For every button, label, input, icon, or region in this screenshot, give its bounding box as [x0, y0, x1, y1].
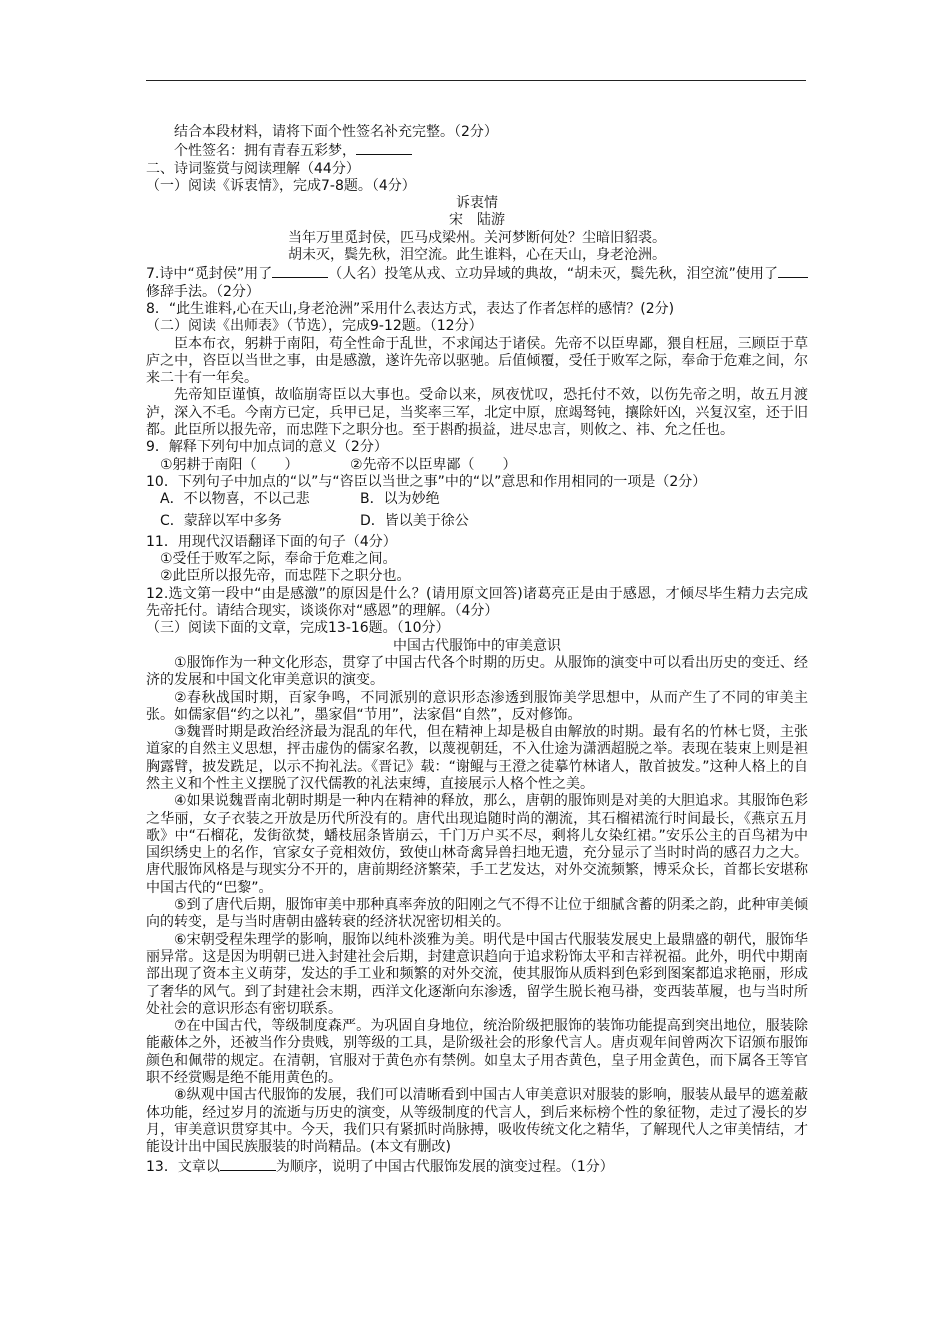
q7-blank-2[interactable] [778, 264, 808, 278]
signature-line [146, 141, 808, 160]
q9-item-2: ②先帝不以臣卑鄙（ ） [350, 456, 517, 473]
part2-heading: （二）阅读《出师表》（节选），完成9-12题。（12分） [146, 318, 483, 335]
article-para-1: ①服饰作为一种文化形态，贯穿了中国古代各个时期的历史。从服饰的演变中可以看出历史的变迁、经济的发展和中国文化审美意识的演变。 [146, 654, 808, 689]
article-para-4: ④如果说魏晋南北朝时期是一种内在精神的释放，那么，唐朝的服饰则是对美的大胆追求。其服饰色彩之华丽，女子衣装之开放是历代所没有的。唐代出现追随时尚的潮流，其石榴裙流行时间最长，《燕京五月歌》中“石榴花，发街欲焚，蟠枝屈条皆崩云，千门万户买不尽，剩将儿女染红裙。”安乐公主的百鸟裙为中国织绣史上的名作，官家女子竞相效仿，致使山林奇禽异兽扫地无遗，充分显示了当时时尚的感召力之大。唐代服饰风格是与现实分不开的，唐前期经济繁荣，手工艺发达，对外交流频繁，博采众长，首都长安堪称中国古代的“巴黎”。 [146, 793, 808, 896]
q10-options-row-2 [146, 513, 808, 530]
article-para-8: ⑧纵观中国古代服饰的发展，我们可以清晰看到中国古人审美意识对服装的影响，服装从最早的遮羞蔽体功能，经过岁月的流逝与历史的演变，从等级制度的代言人，到后来标榜个性的象征物，走过了漫长的岁月，审美意识贯穿其中。今天，我们只有紧抓时尚脉搏，吸收传统文化之精华，了解现代人之审美情结，才能设计出中国民族服装的时尚精品。(本文有删改) [146, 1087, 808, 1156]
section2-title: 二、诗词鉴赏与阅读理解（44分） [146, 160, 360, 177]
exam-page [146, 124, 808, 1176]
article-para-3: ③魏晋时期是政治经济最为混乱的年代，但在精神上却是极自由解放的时期。最有名的竹林七贤，主张道家的自然主义思想，抨击虚伪的儒家名教，以蔑视朝廷，不入仕途为潇洒超脱之举。表现在装束上则是袒胸露臂，披发跣足，以示不拘礼法。《晋记》载：“谢鲲与王澄之徒摹竹林诸人，散首披发。”这种人格上的自然主义和个性主义摆脱了汉代儒教的礼法束缚，直接展示人格个性之美。 [146, 724, 808, 792]
poem-author: 宋 陆游 [449, 212, 505, 229]
q7-text-b: （人名）投笔从戎、立功异域的典故，“胡未灭，鬓先秋，泪空 [328, 266, 715, 283]
article-para-5: ⑤到了唐代后期，服饰审美中那种真率奔放的阳刚之气不得不让位于细腻含蓄的阴柔之韵，此种审美倾向的转变，是与当时唐朝由盛转衰的经济状况密切相关的。 [146, 897, 808, 931]
question-13 [146, 1157, 808, 1176]
article-para-6: ⑥宋朝受程朱理学的影响，服饰以纯朴淡雅为美。明代是中国古代服装发展史上最鼎盛的朝代，服饰华丽异常。这是因为明朝已进入封建社会后期，封建意识趋向于追求粉饰太平和吉祥祝福。此外，明代中期南部出现了资本主义萌芽，发达的手工业和频繁的对外交流，使其服饰从质料到色彩到图案都追求艳丽，形成了奢华的风气。到了封建社会末期，西洋文化逐渐向东渗透，留学生脱长袍马褂，变西装革履，也与当时所处社会的意识形态有密切联系。 [146, 931, 808, 1017]
poem-line-1: 当年万里觅封侯，匹马戍梁州。关河梦断何处？尘暗旧貂裘。 [288, 229, 666, 246]
q10-option-d: D．皆以美于徐公 [360, 512, 469, 529]
signature-blank[interactable] [356, 141, 412, 155]
q13-text-b: 为顺序，说明了中国古代服饰发展的演变过程。（1分） [275, 1158, 614, 1175]
q9-item-1: ①躬耕于南阳（ ） [160, 456, 299, 473]
q9-items [146, 457, 808, 474]
article-para-2: ②春秋战国时期，百家争鸣，不同派别的意识形态渗透到服饰美学思想中，从而产生了不同的审美主张。如儒家倡“约之以礼”，墨家倡“节用”，法家倡“自然”，反对修饰。 [146, 689, 808, 723]
q13-text-a: 13．文章以 [146, 1158, 220, 1175]
q7-blank-1[interactable] [272, 264, 328, 278]
header-rule [146, 80, 806, 81]
classical-para-1: 臣本布衣，躬耕于南阳，苟全性命于乱世，不求闻达于诸侯。先帝不以臣卑鄙，猥自枉屈，三顾臣于草庐之中，咨臣以当世之事，由是感激，遂许先帝以驱驰。后值倾覆，受任于败军之际，奉命于危难之间，尔来二十有一年矣。 [146, 335, 808, 387]
q10-option-c: C．蒙辞以军中多务 [160, 512, 282, 529]
q10-option-b: B．以为妙绝 [360, 491, 440, 508]
question-7 [146, 264, 808, 301]
q10-option-a: A．不以物喜，不以己悲 [160, 491, 310, 508]
article-title: 中国古代服饰中的审美意识 [393, 637, 561, 654]
q7-text-a: 7.诗中“觅封侯”用了 [146, 266, 273, 283]
part1-heading: （一）阅读《诉衷情》，完成7-8题。（4分） [146, 177, 416, 194]
question-11: 11．用现代汉语翻译下面的句子（4分） [146, 533, 397, 550]
q7-text-c: 流”使用了 [714, 266, 778, 283]
q10-options-row-1 [146, 491, 808, 508]
signature-text: 个性签名：拥有青春五彩梦， [174, 143, 356, 160]
part3-heading: （三）阅读下面的文章，完成13-16题。（10分） [146, 620, 450, 637]
q11-item-1: ①受任于败军之际，奉命于危难之间。 [160, 551, 397, 568]
q13-blank[interactable] [220, 1157, 276, 1171]
question-12: 12.选文第一段中“由是感激”的原因是什么？(请用原文回答)诸葛亮正是由于感恩，才倾尽毕生精力去完成先帝托付。请结合现实，谈谈你对“感恩”的理解。（4分） [146, 585, 808, 620]
poem-line-2: 胡未灭，鬓先秋，泪空流。此生谁料，心在天山，身老沧洲。 [288, 247, 666, 264]
question-8: 8．“此生谁料,心在天山,身老沧洲”采用什么表达方式，表达了作者怎样的感情？(2分) [146, 300, 675, 317]
article-para-7: ⑦在中国古代，等级制度森严。为巩固自身地位，统治阶级把服饰的装饰功能提高到突出地位，服装除能蔽体之外，还被当作分贵贱，别等级的工具，是阶级社会的形象代言人。唐贞观年间曾两次下诏颁布服饰颜色和佩带的规定。在清朝，官服对于黄色亦有禁例。如皇太子用杏黄色，皇子用金黄色，而下属各王等官职不经赏赐是绝不能用黄色的。 [146, 1018, 808, 1087]
intro-line: 结合本段材料，请将下面个性签名补充完整。（2分） [174, 124, 498, 140]
poem-title: 诉衷情 [456, 195, 498, 212]
question-9: 9．解释下列句中加点词的意义（2分） [146, 439, 388, 456]
classical-para-2: 先帝知臣谨慎，故临崩寄臣以大事也。受命以来，夙夜忧叹，恐托付不效，以伤先帝之明，故五月渡泸，深入不毛。今南方已定，兵甲已足，当奖率三军，北定中原，庶竭驽钝，攘除奸凶，兴复汉室，还于旧都。此臣所以报先帝，而忠陛下之职分也。至于斟酌损益，进尽忠言，则攸之、祎、允之任也。 [146, 387, 808, 439]
q7-text-d: 修辞手法。（2分） [146, 283, 260, 300]
q11-item-2: ②此臣所以报先帝，而忠陛下之职分也。 [160, 568, 411, 585]
question-10: 10．下列句子中加点的“以”与“咨臣以当世之事”中的“以”意思和作用相同的一项是（2分） [146, 473, 707, 490]
